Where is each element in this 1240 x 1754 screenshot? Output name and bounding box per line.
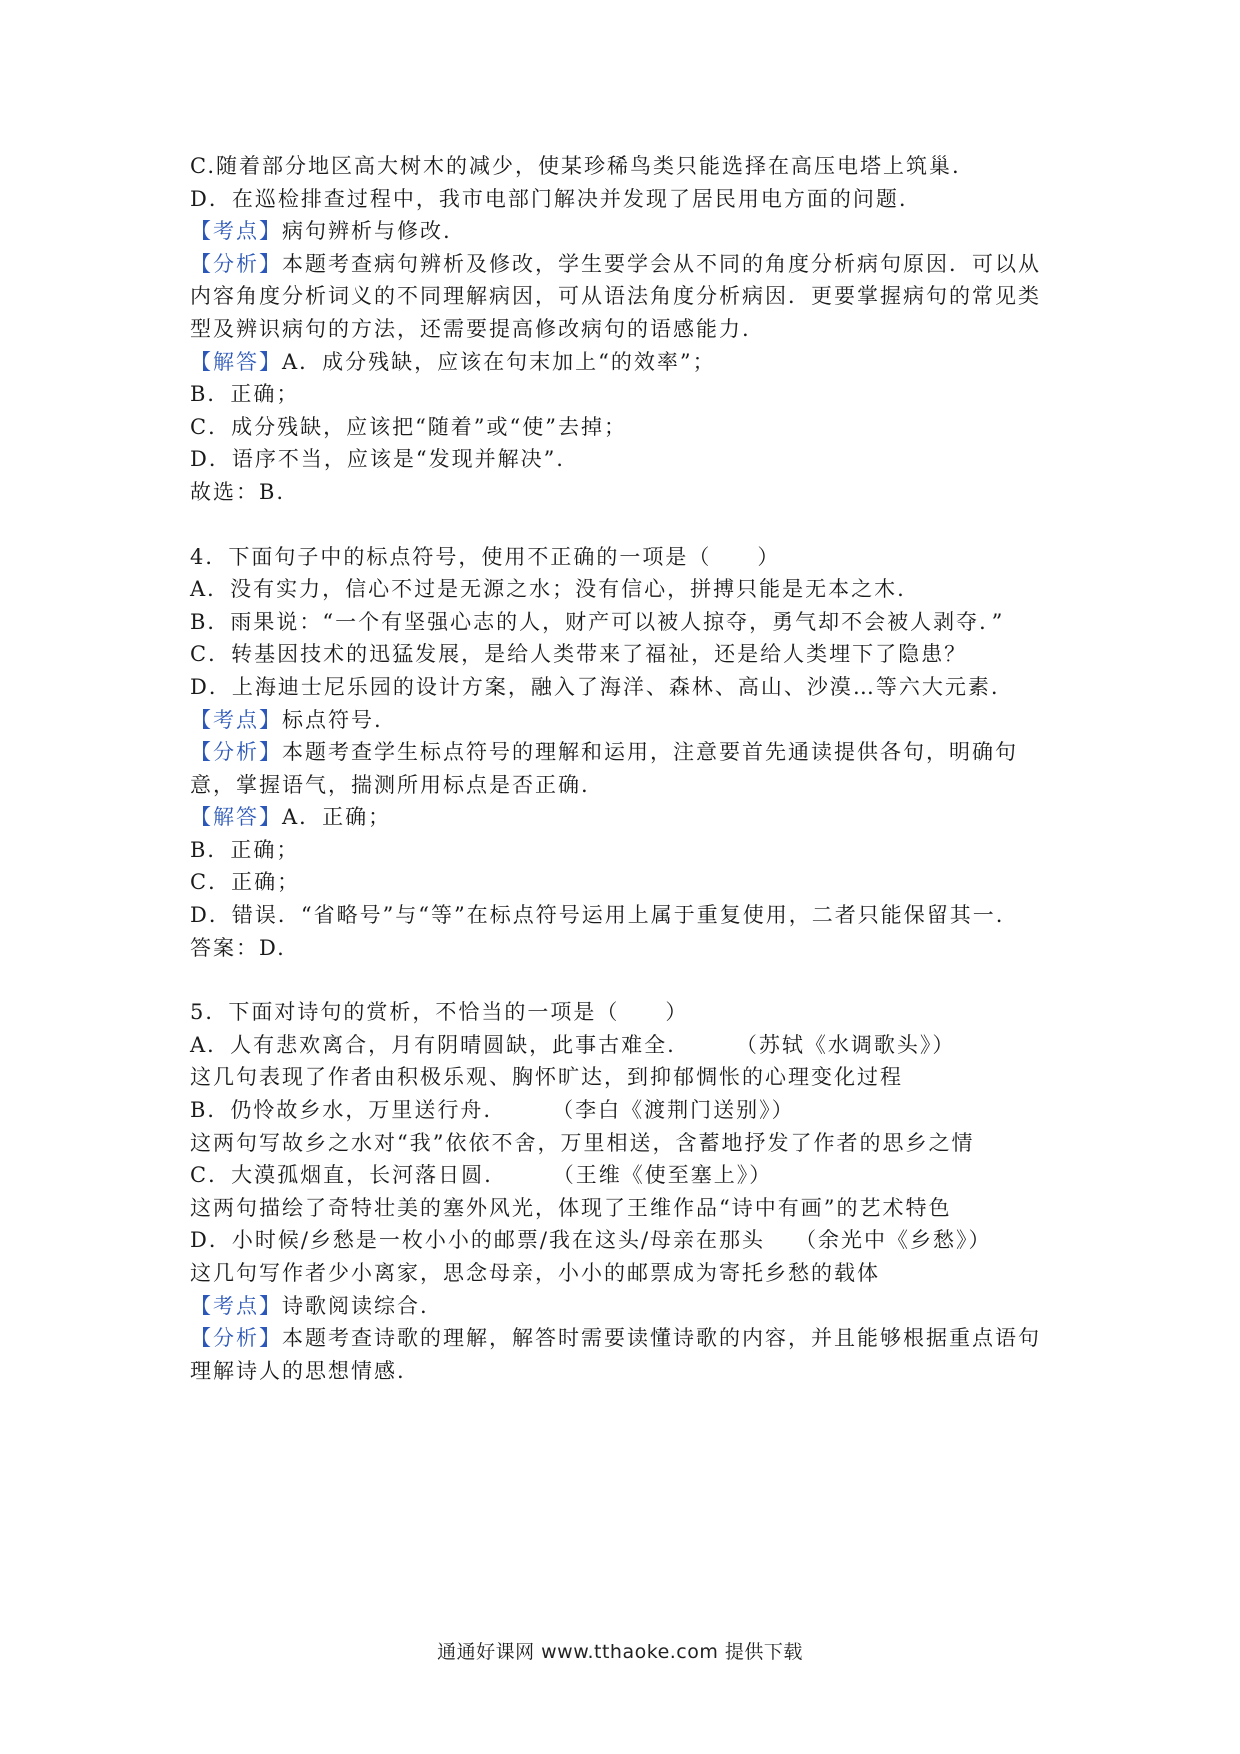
q5-option-d <box>190 1224 1060 1257</box>
q4-option-a: A．没有实力，信心不过是无源之水；没有信心，拼搏只能是无本之木. <box>190 577 906 602</box>
q3-jieda-b: B．正确； <box>190 382 300 407</box>
kaodian-text: 病句辨析与修改. <box>282 219 452 244</box>
poem-line: C．大漠孤烟直，长河落日圆. <box>190 1163 493 1188</box>
q3-kaodian <box>190 215 1060 248</box>
kaodian-tag: 【考点】 <box>190 219 282 244</box>
q5-option-b-note: 这两句写故乡之水对“我”依依不舍，万里相送，含蓄地抒发了作者的思乡之情 <box>190 1130 975 1155</box>
poem-source: （李白《渡荆门送别》） <box>552 1098 795 1123</box>
q4-stem: 4．下面句子中的标点符号，使用不正确的一项是（ ） <box>190 544 781 569</box>
q5-option-c-note: 这两句描绘了奇特壮美的塞外风光，体现了王维作品“诗中有画”的艺术特色 <box>190 1195 952 1220</box>
q4-option-c: C．转基因技术的迅猛发展，是给人类带来了福祉，还是给人类埋下了隐患？ <box>190 642 968 667</box>
q3-jieda <box>190 346 1060 379</box>
fenxi-tag: 【分析】 <box>190 740 282 765</box>
q3-jieda-d: D．语序不当，应该是“发现并解决”. <box>190 447 565 472</box>
fenxi-text: 本题考查学生标点符号的理解和运用，注意要首先通读提供各句，明确句意，掌握语气，揣测所用标点是否正确. <box>190 740 1018 797</box>
q3-option-d: D．在巡检排查过程中，我市电部门解决并发现了居民用电方面的问题. <box>190 186 908 211</box>
kaodian-text: 诗歌阅读综合. <box>282 1293 429 1318</box>
fenxi-text: 本题考查诗歌的理解，解答时需要读懂诗歌的内容，并且能够根据重点语句理解诗人的思想情感. <box>190 1326 1041 1383</box>
jieda-a: A．成分残缺，应该在句末加上“的效率”； <box>282 349 716 374</box>
q3-option-c: C.随着部分地区高大树木的减少，使某珍稀鸟类只能选择在高压电塔上筑巢. <box>190 154 961 178</box>
q4-jieda-b: B．正确； <box>190 837 300 862</box>
q4-kaodian <box>190 704 1060 737</box>
spacer <box>190 509 1060 541</box>
q5-option-b <box>190 1094 1060 1127</box>
fenxi-tag: 【分析】 <box>190 1326 282 1351</box>
poem-source: （余光中《乡愁》） <box>795 1228 992 1253</box>
page-footer: 通通好课网 www.tthaoke.com 提供下载 <box>437 1641 803 1663</box>
q4-fenxi <box>190 736 1060 801</box>
poem-line: A．人有悲欢离合，月有阴晴圆缺，此事古难全. <box>190 1032 676 1057</box>
q5-fenxi <box>190 1322 1060 1387</box>
jieda-tag: 【解答】 <box>190 349 282 374</box>
spacer <box>190 964 1060 996</box>
fenxi-tag: 【分析】 <box>190 251 282 276</box>
q4-jieda-d: D．错误．“省略号”与“等”在标点符号运用上属于重复使用，二者只能保留其一. <box>190 903 1005 928</box>
q3-answer: 故选：B. <box>190 479 286 504</box>
q5-option-a <box>190 1029 1060 1062</box>
q4-jieda <box>190 801 1060 834</box>
q5-kaodian <box>190 1290 1060 1323</box>
q4-jieda-c: C．正确； <box>190 870 301 895</box>
document-body <box>190 150 1060 1387</box>
fenxi-text: 本题考查病句辨析及修改，学生要学会从不同的角度分析病句原因．可以从内容角度分析词义的不同理解病因，可从语法角度分析病因．更要掌握病句的常见类型及辨识病句的方法，还需要提高修改病句的语感能力. <box>190 251 1041 341</box>
q5-stem: 5．下面对诗句的赏析，不恰当的一项是（ ） <box>190 1000 689 1025</box>
jieda-tag: 【解答】 <box>190 805 282 830</box>
q5-option-c <box>190 1159 1060 1192</box>
kaodian-tag: 【考点】 <box>190 1293 282 1318</box>
kaodian-tag: 【考点】 <box>190 707 282 732</box>
q4-answer: 答案：D. <box>190 935 286 960</box>
poem-source: （苏轼《水调歌头》） <box>735 1032 956 1057</box>
poem-source: （王维《使至塞上》） <box>552 1163 773 1188</box>
q4-option-d: D．上海迪士尼乐园的设计方案，融入了海洋、森林、高山、沙漠…等六大元素. <box>190 674 1000 699</box>
poem-line: D．小时候/乡愁是一枚小小的邮票/我在这头/母亲在那头 <box>190 1228 766 1253</box>
q5-option-d-note: 这几句写作者少小离家，思念母亲，小小的邮票成为寄托乡愁的载体 <box>190 1261 880 1285</box>
q3-jieda-c: C．成分残缺，应该把“随着”或“使”去掉； <box>190 414 628 439</box>
jieda-a: A．正确； <box>282 805 392 830</box>
q4-option-b: B．雨果说：“一个有坚强心志的人，财产可以被人掠夺，勇气却不会被人剥夺．” <box>190 609 1005 634</box>
kaodian-text: 标点符号. <box>282 707 383 732</box>
q5-option-a-note: 这几句表现了作者由积极乐观、胸怀旷达，到抑郁惆怅的心理变化过程 <box>190 1065 903 1090</box>
q3-fenxi <box>190 248 1060 346</box>
poem-line: B．仍怜故乡水，万里送行舟. <box>190 1098 493 1123</box>
